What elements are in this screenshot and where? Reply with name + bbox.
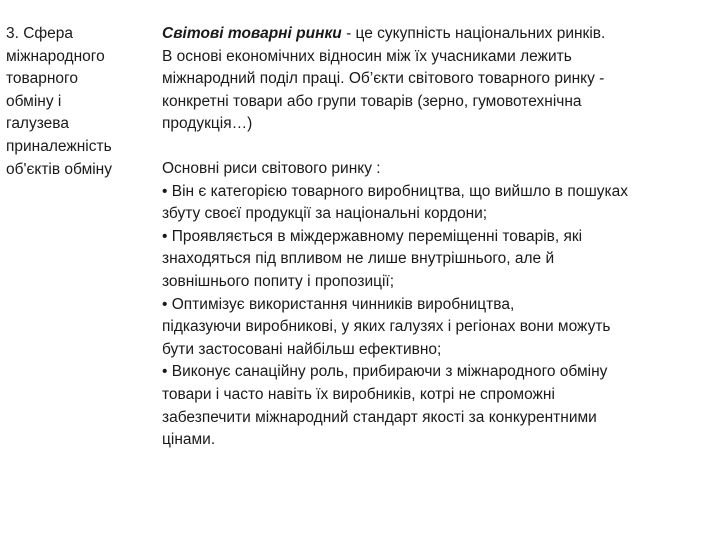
definition-line: міжнародний поділ праці. Об’єкти світового товарного ринку - [162,70,605,88]
features-line: збуту своєї продукції за національні кордони; [162,205,488,223]
features-block [162,158,718,452]
section-title-line: товарного [6,70,78,88]
features-line: бути застосовані найбільш ефективно; [162,340,442,358]
definition-line: В основі економічних відносин між їх учасниками лежить [162,47,572,65]
features-line: знаходяться під впливом не лише внутрішнього, але й [162,250,555,268]
section-title-line: галузева [6,115,69,133]
features-line: зовнішнього попиту і пропозиції; [162,272,395,290]
definition-term: Світові товарні ринки [162,25,342,42]
definition-block [162,23,718,136]
section-title [6,23,144,181]
paragraph-gap [162,136,718,158]
features-line: • Проявляється в міждержавному переміщенні товарів, які [162,227,583,245]
definition-first-line [162,23,718,46]
features-line: • Він є категорією товарного виробництва, що вийшло в пошуках [162,182,629,200]
features-line: підказуючи виробникові, у яких галузях і регіонах вони можуть [162,318,611,336]
section-title-line: обміну і [6,92,62,110]
section-title-line: міжнародного [6,47,105,65]
features-line: забезпечити міжнародний стандарт якості за конкурентними [162,408,597,426]
definition-line: конкретні товари або групи товарів (зерно, гумовотехнічна [162,92,582,110]
definition-line: продукція…) [162,115,253,133]
content-body [162,23,718,452]
features-line: товари і часто навіть їх виробників, котрі не спроможні [162,385,555,403]
features-line: • Виконує санаційну роль, прибираючи з міжнародного обміну [162,363,608,381]
section-title-line: приналежність [6,137,112,155]
section-title-line: об'єктів обміну [6,160,112,178]
features-heading: Основні риси світового ринку : [162,159,381,177]
definition-text: - це сукупність національних ринків. [341,25,606,42]
section-title-line: 3. Сфера [6,25,74,42]
features-line: • Оптимізує використання чинників виробництва, [162,295,515,313]
features-line: цінами. [162,431,216,449]
